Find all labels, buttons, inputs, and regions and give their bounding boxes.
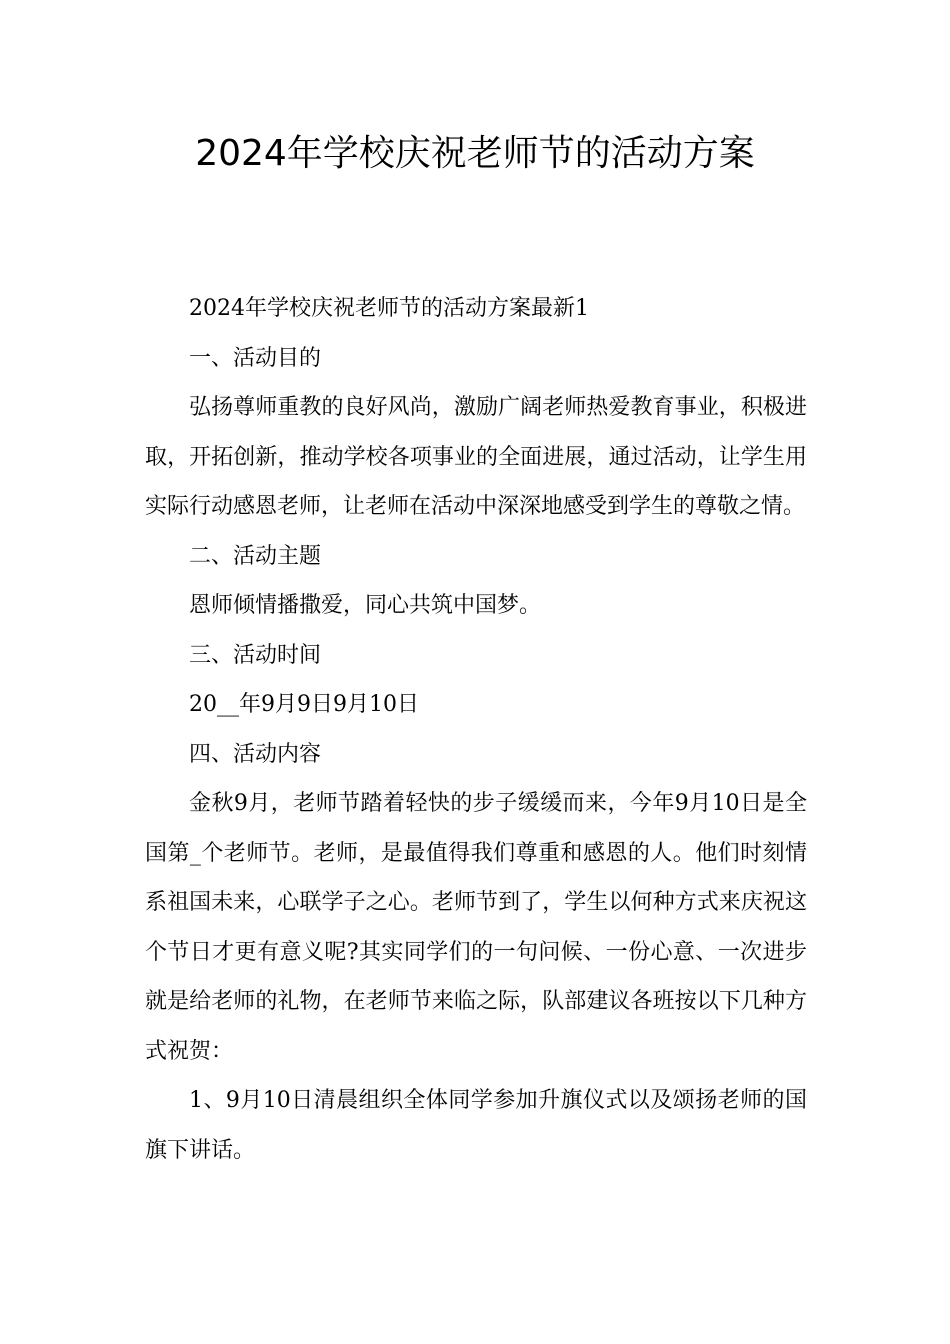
theme-paragraph: 恩师倾情播撒爱，同心共筑中国梦。 (189, 593, 542, 618)
document-title: 2024年学校庆祝老师节的活动方案 (195, 133, 755, 174)
subtitle-paragraph: 2024年学校庆祝老师节的活动方案最新1 (189, 296, 589, 321)
time-paragraph: 20__年9月9日9月10日 (189, 692, 419, 717)
section-heading-content: 四、活动内容 (189, 741, 322, 767)
purpose-paragraph: 弘扬尊师重教的良好风尚，激励广阔老师热爱教育事业，积极进取，开拓创新，推动学校各项事业的全面进展，通过活动，让学生用实际行动感恩老师，让老师在活动中深深地感受到学生的尊敬之情。 (145, 395, 807, 519)
section-heading-theme: 二、活动主题 (189, 543, 322, 569)
document-body (145, 284, 807, 1175)
content-item-1: 1、9月10日清晨组织全体同学参加升旗仪式以及颂扬老师的国旗下讲话。 (145, 1088, 807, 1163)
section-heading-purpose: 一、活动目的 (189, 345, 322, 371)
section-heading-time: 三、活动时间 (189, 642, 322, 668)
content-paragraph: 金秋9月，老师节踏着轻快的步子缓缓而来，今年9月10日是全国第_个老师节。老师，是最值得我们尊重和感恩的人。他们时刻情系祖国未来，心联学子之心。老师节到了，学生以何种方式来庆祝这个节日才更有意义呢?其实同学们的一句问候、一份心意、一次进步就是给老师的礼物，在老师节来临之际，队部建议各班按以下几种方式祝贺： (145, 791, 807, 1064)
